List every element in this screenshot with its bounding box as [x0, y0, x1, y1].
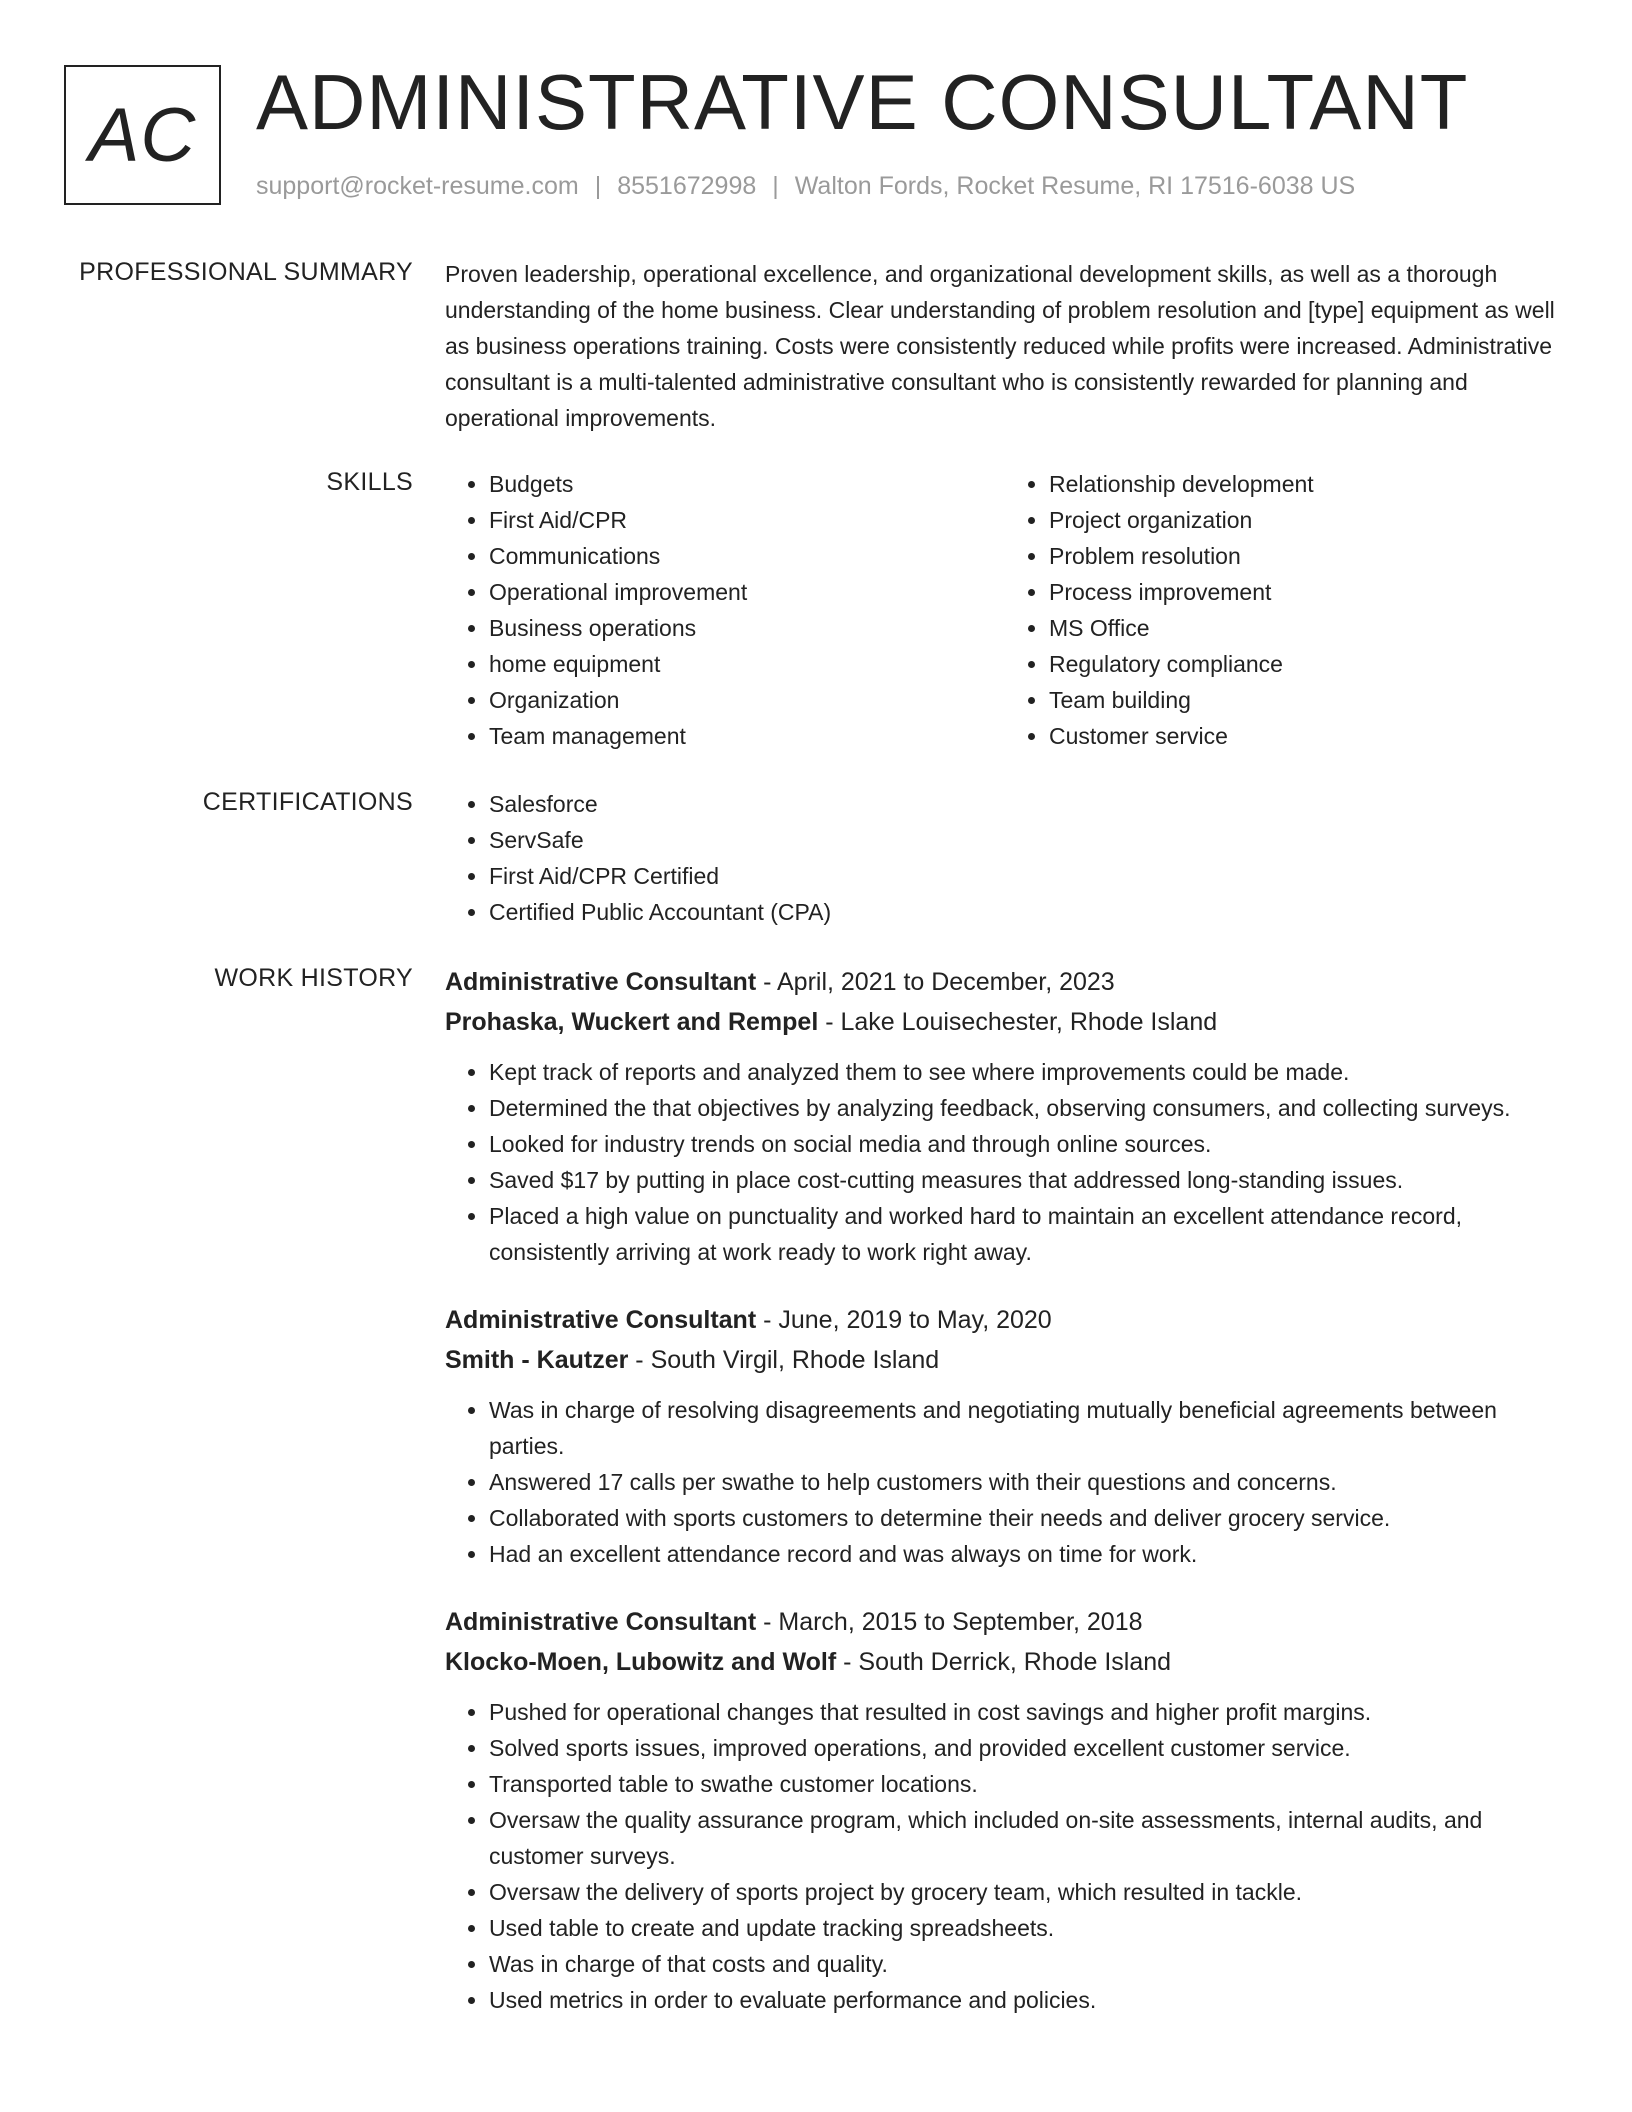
monogram-initials: AC [88, 92, 197, 178]
job-bullet: • Had an excellent attendance record and was always on time for work. [489, 1536, 1565, 1572]
job-entry [445, 1602, 1565, 2018]
candidate-name: ADMINISTRATIVE CONSULTANT [256, 58, 1469, 146]
skill-item: • Relationship development [1049, 466, 1565, 502]
certification-item: • ServSafe [489, 822, 1565, 858]
job-bullet: • Pushed for operational changes that resulted in cost savings and higher profit margins. [489, 1694, 1565, 1730]
skill-item: • Operational improvement [489, 574, 1005, 610]
skill-item: • Organization [489, 682, 1005, 718]
job-dates: - April, 2021 to December, 2023 [756, 968, 1115, 996]
job-bullet: • Placed a high value on punctuality and worked hard to maintain an excellent attendance record, consistently arriving at work ready to work right away. [489, 1198, 1565, 1270]
job-bullet: • Kept track of reports and analyzed them to see where improvements could be made. [489, 1054, 1565, 1090]
contact-email: support@rocket-resume.com [256, 172, 579, 200]
certification-item: • Salesforce [489, 786, 1565, 822]
skill-item: • Team building [1049, 682, 1565, 718]
job-bullet: • Was in charge of resolving disagreements and negotiating mutually beneficial agreements between parties. [489, 1392, 1565, 1464]
job-title-line [445, 962, 1565, 1002]
job-bullet: • Oversaw the quality assurance program, which included on-site assessments, internal audits, and customer surveys. [489, 1802, 1565, 1874]
job-bullet: • Looked for industry trends on social media and through online sources. [489, 1126, 1565, 1162]
certification-item: • Certified Public Accountant (CPA) [489, 894, 1565, 930]
skill-item: • Business operations [489, 610, 1005, 646]
job-bullet: • Transported table to swathe customer locations. [489, 1766, 1565, 1802]
job-bullet: • Used table to create and update tracking spreadsheets. [489, 1910, 1565, 1946]
work-history-body [445, 962, 1565, 2048]
job-location: - South Virgil, Rhode Island [628, 1346, 940, 1374]
job-employer: Smith - Kautzer [445, 1346, 629, 1374]
skill-item: • Process improvement [1049, 574, 1565, 610]
job-bullet: • Answered 17 calls per swathe to help customers with their questions and concerns. [489, 1464, 1565, 1500]
job-bullet-list [445, 1054, 1565, 1270]
job-title: Administrative Consultant [445, 1608, 757, 1636]
skills-columns [445, 466, 1565, 754]
job-bullet: • Oversaw the delivery of sports project by grocery team, which resulted in tackle. [489, 1874, 1565, 1910]
contact-phone: 8551672998 [617, 172, 757, 200]
certifications-heading: CERTIFICATIONS [202, 788, 413, 816]
job-employer-line [445, 1642, 1565, 1682]
job-bullet: • Solved sports issues, improved operations, and provided excellent customer service. [489, 1730, 1565, 1766]
contact-address: Walton Fords, Rocket Resume, RI 17516-6038 US [794, 172, 1356, 200]
job-dates: - June, 2019 to May, 2020 [756, 1306, 1052, 1334]
job-location: - Lake Louisechester, Rhode Island [818, 1008, 1218, 1036]
job-title-line [445, 1300, 1565, 1340]
job-bullet: • Saved $17 by putting in place cost-cutting measures that addressed long-standing issues. [489, 1162, 1565, 1198]
job-title-line [445, 1602, 1565, 1642]
job-bullet: • Collaborated with sports customers to determine their needs and deliver grocery service. [489, 1500, 1565, 1536]
job-employer: Klocko-Moen, Lubowitz and Wolf [445, 1648, 837, 1676]
job-dates: - March, 2015 to September, 2018 [756, 1608, 1143, 1636]
skill-item: • Communications [489, 538, 1005, 574]
skill-item: • First Aid/CPR [489, 502, 1005, 538]
certifications-body [445, 786, 1565, 930]
job-title: Administrative Consultant [445, 1306, 757, 1334]
job-employer-line [445, 1340, 1565, 1380]
job-employer: Prohaska, Wuckert and Rempel [445, 1008, 819, 1036]
contact-separator: | [772, 172, 779, 200]
skill-item: • Project organization [1049, 502, 1565, 538]
skill-item: • home equipment [489, 646, 1005, 682]
certifications-list [445, 786, 1565, 930]
job-bullet: • Used metrics in order to evaluate performance and policies. [489, 1982, 1565, 2018]
skill-item: • Customer service [1049, 718, 1565, 754]
contact-line [256, 172, 1355, 201]
skill-item: • Budgets [489, 466, 1005, 502]
monogram-box [64, 65, 221, 205]
skills-list-right [1005, 466, 1565, 754]
skills-list-left [445, 466, 1005, 754]
skill-item: • MS Office [1049, 610, 1565, 646]
skill-item: • Regulatory compliance [1049, 646, 1565, 682]
job-bullet-list [445, 1694, 1565, 2018]
summary-heading: PROFESSIONAL SUMMARY [79, 258, 413, 286]
job-title: Administrative Consultant [445, 968, 757, 996]
job-bullet-list [445, 1392, 1565, 1572]
certification-item: • First Aid/CPR Certified [489, 858, 1565, 894]
job-entry [445, 1300, 1565, 1572]
job-employer-line [445, 1002, 1565, 1042]
skills-heading: SKILLS [326, 468, 413, 496]
summary-text: Proven leadership, operational excellence, and organizational development skills, as well as a thorough understanding of the home business. Clear understanding of problem resolution and [type] equipment as well as business operations training. Costs were consistently reduced while profits were increased. Administrative consultant is a multi-talented administrative consultant who is consistently rewarded for planning and operational improvements. [445, 261, 1555, 431]
work-history-heading: WORK HISTORY [214, 964, 413, 992]
skill-item: • Problem resolution [1049, 538, 1565, 574]
job-entry [445, 962, 1565, 1270]
skill-item: • Team management [489, 718, 1005, 754]
job-bullet: • Was in charge of that costs and quality. [489, 1946, 1565, 1982]
contact-separator: | [594, 172, 602, 200]
job-bullet: • Determined the that objectives by analyzing feedback, observing consumers, and collecting surveys. [489, 1090, 1565, 1126]
job-location: - South Derrick, Rhode Island [836, 1648, 1172, 1676]
